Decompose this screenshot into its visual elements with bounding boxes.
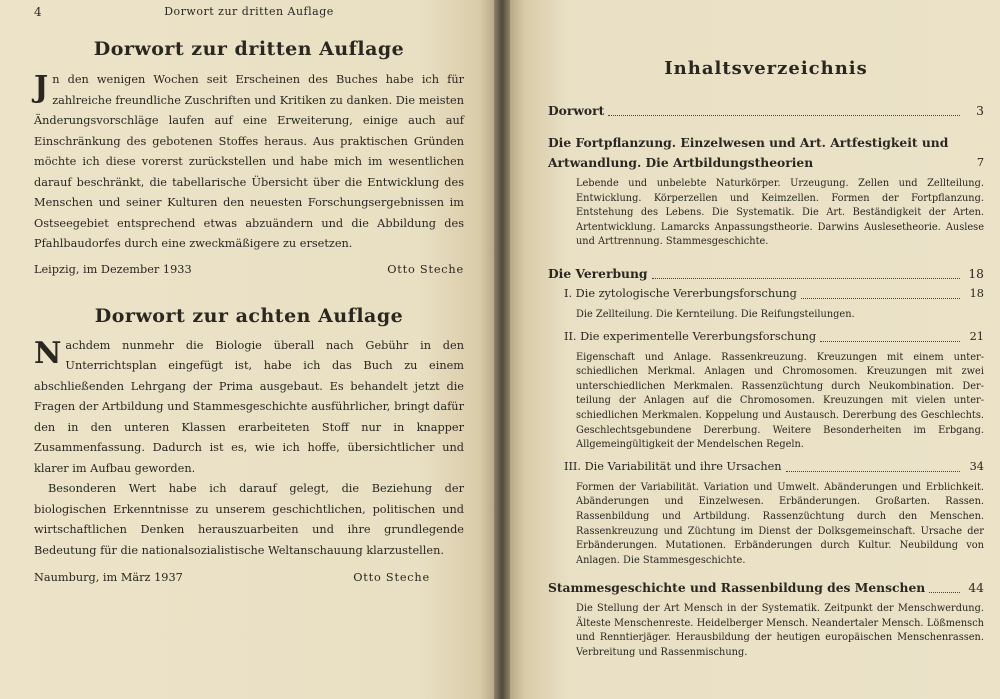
toc-page-number: 21 bbox=[969, 329, 984, 343]
toc-description: Die Stellung der Art Mensch in der Systematik. Zeitpunkt der Menschwerdung. Älteste Menschenreste. Heidelberger Mensch. Neandertaler Mensch. Lößmensch und Renntierjäger. Herausbildung der heutigen europäischen Menschenrassen. Verbreitung und Rassenmischung. bbox=[576, 603, 984, 659]
place-date: Leipzig, im Dezember 1933 bbox=[34, 262, 192, 276]
toc-label: Dorwort bbox=[548, 103, 605, 118]
toc-description: Die Zellteilung. Die Kernteilung. Die Reifungsteilungen. bbox=[576, 308, 855, 320]
toc-label: III. Die Variabilität und ihre Ursachen bbox=[564, 459, 782, 473]
running-title: Dorwort zur dritten Auflage bbox=[164, 5, 334, 18]
toc-entry-fortpflanzung bbox=[548, 133, 984, 173]
toc-description: Eigenschaft und Anlage. Rassenkreuzung. Kreuzungen mit einem unterschiedlichen Merkmal. Anlagen und Chromosomen. Kreuzungen mit zwei unterschiedlichen Merkmalen. Rassenzüchtung durch Neukombination. Derteilung der Anlagen auf die Chromosomen. Kreuzungen mit vielen unterschiedlichen Merkmalen. Koppelung und Austausch. Dererbung des Geschlechts. Geschlechtsgebundene Dererbung. Weitere Besonderheiten im Erbgang. Allgemeingültigkeit der Mendelschen Regeln. bbox=[576, 351, 984, 451]
page-number: 4 bbox=[34, 5, 42, 19]
toc-entry-vorwort bbox=[548, 101, 984, 121]
leader-dots bbox=[652, 277, 960, 279]
toc-entry-vererbung bbox=[548, 264, 984, 284]
author-name: Otto Steche bbox=[387, 262, 464, 276]
preface-third-edition-text bbox=[34, 70, 464, 255]
toc-page-number: 44 bbox=[968, 581, 984, 596]
toc-entry-zytologische bbox=[564, 284, 984, 304]
drop-cap: N bbox=[34, 335, 62, 371]
leader-dots bbox=[786, 470, 960, 472]
preface-third-body: n den wenigen Wochen seit Erscheinen des Buches habe ich für zahlreiche freundliche Zuschriften und Kritiken zu danken. Die meisten Änderungsvorschläge laufen auf eine Erweiterung, einige auch auf Einschränkung des gebotenen Stoffes heraus. Aus praktischen Gründen möchte ich diese vorerst zurückstellen und habe mich im wesentlichen darauf beschränkt, die tabellarische Übersicht über die Entwicklung des Menschen und seiner Kulturen den neuesten Forschungsergebnissen im Ostseegebiet entsprechend etwas abzuändern und die Abbildung des Pfahlbaudorfes durch eine zweckmäßigere zu ersetzen. bbox=[34, 73, 465, 250]
toc-entry-experimentelle bbox=[564, 327, 984, 347]
toc-description: Formen der Variabilität. Variation und Umwelt. Abänderungen und Erblichkeit. Abänderungen und Einzelwesen. Erbänderungen. Großarten. Rassen. Rassenbildung und Artbildung. Rassenzüchtung durch den Menschen. Rassenkreuzung und Züchtung im Dienst der Dolksgemeinschaft. Ursache der Erbänderungen. Mutationen. Erbänderungen durch Kultur. Neubildung von Anlagen. Die Stammesgeschichte. bbox=[576, 481, 984, 566]
book-gutter bbox=[494, 0, 510, 699]
toc-entry-stammesgeschichte bbox=[548, 578, 984, 598]
leader-dots bbox=[801, 297, 960, 299]
preface-eighth-edition-title: Dorwort zur achten Auflage bbox=[94, 304, 404, 327]
toc-description: Lebende und unbelebte Naturkörper. Urzeugung. Zellen und Zellteilung. Entwicklung. Körperzellen und Keimzellen. Formen der Fortpflanzung. Entstehung des Lebens. Die Systematik. Die Art. Beständigkeit der Arten. Artentwicklung. Lamarcks Anpassungstheorie. Darwins Auslesetheorie. Auslese und Arttrennung. Stammesgeschichte. bbox=[576, 178, 984, 248]
leader-dots bbox=[929, 591, 960, 593]
running-head bbox=[34, 0, 464, 24]
signature-line bbox=[34, 571, 464, 591]
toc-label: Die Fortpflanzung. Einzelwesen und Art. Artfestigkeit und Artwandlung. Die Artbildungstheorien bbox=[548, 135, 949, 170]
preface-eighth-body-1: achdem nunmehr die Biologie überall nach Gebühr in den Unterrichtsplan eingefügt ist, habe ich das Buch zu einem abschließenden Lehrgang der Prima ausgebaut. Es behandelt jetzt die Fragen der Artbildung und Stammesgeschichte ausführlicher, bringt dafür den in den unteren Klassen erarbeiteten Stoff nur in knapper Zusammenfassung. Dadurch ist es, wie ich hoffe, übersichtlicher und klarer im Aufbau geworden. bbox=[34, 338, 464, 475]
toc-label: II. Die experimentelle Vererbungsforschung bbox=[564, 329, 817, 343]
place-date: Naumburg, im März 1937 bbox=[34, 571, 183, 584]
toc-label: Die Vererbung bbox=[548, 265, 648, 281]
toc-page-number: 3 bbox=[976, 104, 984, 118]
toc-page-number: 34 bbox=[969, 459, 984, 473]
toc-page-number: 18 bbox=[969, 286, 984, 300]
toc-page-number: 7 bbox=[976, 156, 984, 169]
preface-third-edition-title: Dorwort zur dritten Auflage bbox=[93, 38, 405, 60]
right-page bbox=[510, 0, 1000, 699]
signature-line bbox=[34, 263, 464, 283]
author-name: Otto Steche bbox=[353, 571, 430, 584]
drop-cap: J bbox=[34, 70, 49, 105]
preface-eighth-body-2: Besonderen Wert habe ich darauf gelegt, die Beziehung der biologischen Erkenntnisse zu unserem geschichtlichen, politischen und wirtschaftlichen Denken herauszuarbeiten und ihre grundlegende Bedeutung für die nationalsozialistische Weltanschauung klarzustellen. bbox=[34, 482, 464, 557]
left-page bbox=[0, 0, 494, 699]
toc-label: I. Die zytologische Vererbungsforschung bbox=[564, 286, 797, 300]
leader-dots bbox=[608, 114, 960, 116]
leader-dots bbox=[820, 340, 960, 342]
toc-label: Stammesgeschichte und Rassenbildung des Menschen bbox=[548, 580, 926, 596]
toc-title: Inhaltsverzeichnis bbox=[664, 58, 868, 79]
preface-eighth-edition-text bbox=[34, 336, 464, 480]
toc-entry-variabilitaet bbox=[564, 457, 984, 477]
toc-page-number: 18 bbox=[968, 266, 984, 281]
